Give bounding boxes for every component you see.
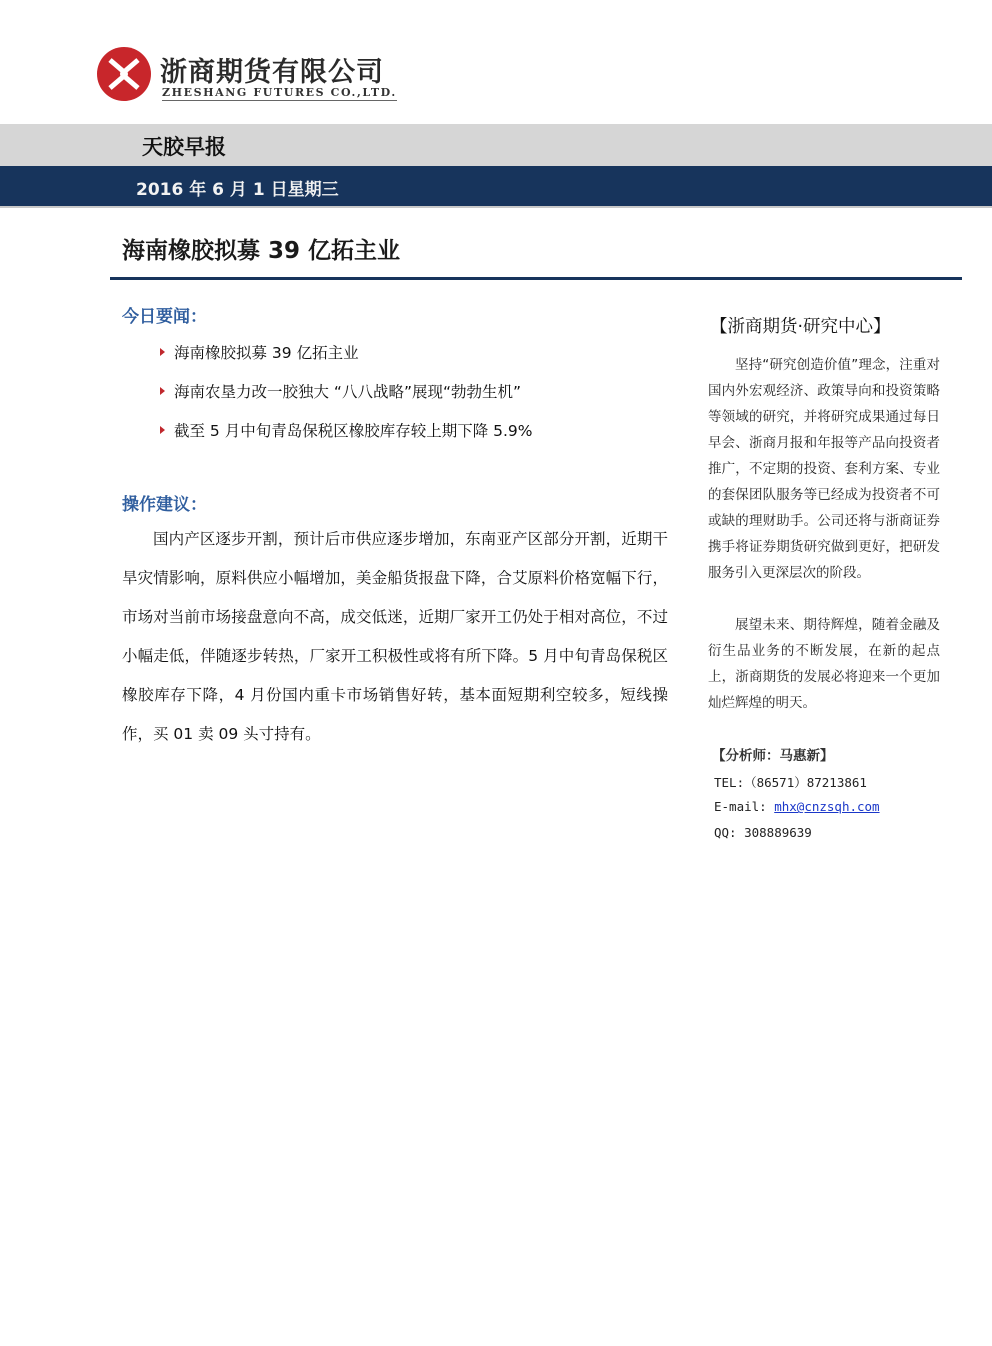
advice-section-title: 操作建议： xyxy=(122,495,207,515)
triangle-bullet-icon xyxy=(160,387,165,395)
report-date: 2016 年 6 月 1 日星期三 xyxy=(136,180,339,200)
analyst-qq: QQ: 308889639 xyxy=(714,825,812,840)
company-logo-icon xyxy=(96,46,152,102)
analyst-email-row xyxy=(714,799,880,814)
sidebar-title: 【浙商期货·研究中心】 xyxy=(710,317,891,337)
news-item-text: 截至 5 月中旬青岛保税区橡胶库存较上期下降 5.9% xyxy=(174,421,533,440)
triangle-bullet-icon xyxy=(160,348,165,356)
list-item xyxy=(160,410,533,449)
analyst-name: 【分析师：马惠新】 xyxy=(712,748,834,764)
news-list xyxy=(160,332,533,449)
sidebar-intro-paragraph: 坚持“研究创造价值”理念，注重对国内外宏观经济、政策导向和投资策略等领域的研究，并将研究成果通过每日早会、浙商月报和年报等产品向投资者推广，不定期的投资、套利方案、专业的套保团队服务等已经成为投资者不可或缺的理财助手。公司还将与浙商证券携手将证券期货研究做到更好，把研发服务引入更深层次的阶段。 xyxy=(708,357,940,581)
advice-paragraph: 国内产区逐步开割，预计后市供应逐步增加，东南亚产区部分开割，近期干旱灾情影响，原料供应小幅增加，美金船货报盘下降，合艾原料价格宽幅下行，市场对当前市场接盘意向不高，成交低迷，近期厂家开工仍处于相对高位，不过小幅走低，伴随逐步转热，厂家开工积极性或将有所下降。5 月中旬青岛保税区橡胶库存下降，4 月份国内重卡市场销售好转，基本面短期利空较多，短线操作，买 01 卖 09 头寸持有。 xyxy=(122,530,668,743)
list-item xyxy=(160,332,533,371)
page-title: 海南橡胶拟募 39 亿拓主业 xyxy=(122,238,401,264)
news-item-text: 海南橡胶拟募 39 亿拓主业 xyxy=(174,343,359,362)
headline-divider xyxy=(110,277,962,280)
news-item-text: 海南农垦力改一胶独大 “八八战略”展现“勃勃生机” xyxy=(174,382,522,401)
list-item xyxy=(160,371,533,410)
triangle-bullet-icon xyxy=(160,426,165,434)
company-name-cn: 浙商期货有限公司 xyxy=(160,57,384,88)
email-link[interactable]: mhx@cnzsqh.com xyxy=(774,799,880,814)
analyst-phone: TEL:（86571）87213861 xyxy=(714,775,867,790)
company-name-en: ZHESHANG FUTURES CO.,LTD. xyxy=(162,86,397,99)
report-name: 天胶早报 xyxy=(142,135,226,159)
sidebar-outlook-paragraph: 展望未来、期待辉煌，随着金融及衍生品业务的不断发展，在新的起点上，浙商期货的发展必将迎来一个更加灿烂辉煌的明天。 xyxy=(708,617,940,711)
email-label: E-mail: xyxy=(714,799,767,814)
news-section-title: 今日要闻： xyxy=(122,307,207,327)
